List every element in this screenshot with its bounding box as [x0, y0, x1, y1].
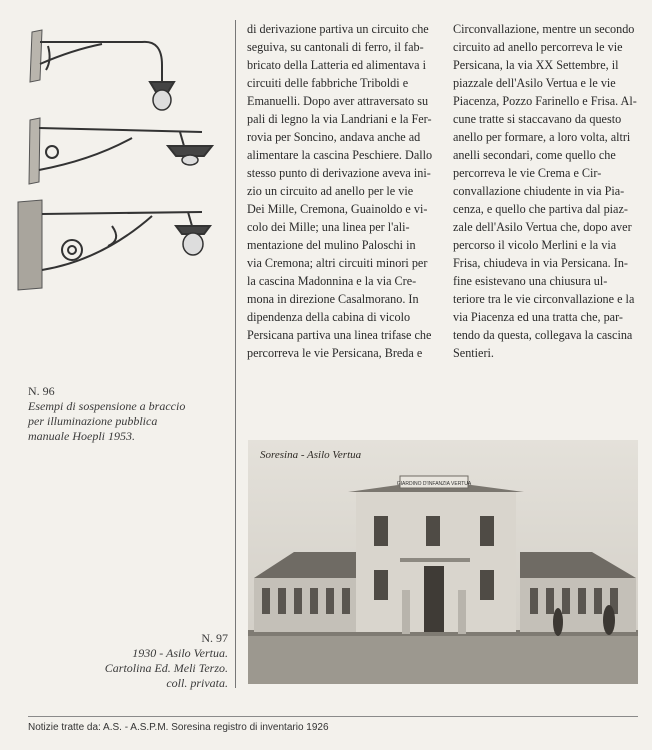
- body-text-middle-line: alimentare la cascina Peschiere. Dallo: [247, 148, 433, 162]
- figure-97-caption-line: coll. privata.: [166, 676, 228, 690]
- body-text-middle-line: la cascina Madonnina e la via Cre-: [247, 274, 417, 288]
- body-text-middle-line: Dei Mille, Cremona, Guainoldo e vi-: [247, 202, 428, 216]
- body-text-right-line: via Piacenza ed una tratta che, par-: [453, 310, 623, 324]
- body-text-right-line: Circonvallazione, mentre un secondo: [453, 22, 635, 36]
- body-text-right-line: anelli secondari, come quello che: [453, 148, 616, 162]
- figure-96-caption-line: per illuminazione pubblica: [28, 414, 158, 428]
- body-text-middle-line: Emanuelli. Dopo aver attraversato su: [247, 94, 429, 108]
- body-text-column-middle: [247, 20, 433, 362]
- column-divider: [235, 20, 236, 688]
- postcard-label: Soresina - Asilo Vertua: [260, 449, 362, 461]
- lamp-bracket-2: [29, 118, 212, 184]
- body-text-right-line: teriore tra le vie circonvallazione e la: [453, 292, 635, 306]
- figure-96-caption: [28, 384, 228, 444]
- lamp-bracket-1: [30, 30, 174, 110]
- body-text-right-line: piazzale dell'Asilo Vertua e le vie: [453, 76, 616, 90]
- body-text-middle-line: colo dei Mille; una linea per l'ali-: [247, 220, 410, 234]
- figure-96-caption-line: Esempi di sospensione a braccio: [28, 399, 186, 413]
- body-text-right-line: convallazione chiudente in via Pia-: [453, 184, 625, 198]
- footer-rule: [28, 716, 638, 717]
- body-text-right-line: Persicana, la via XX Settembre, il: [453, 58, 619, 72]
- body-text-right-line: anello per formare, a loro volta, altri: [453, 130, 631, 144]
- body-text-right-line: Frisa, chiudeva in via Persicana. In-: [453, 256, 628, 270]
- body-text-right-line: cune tratte si staccavano da questo: [453, 112, 622, 126]
- body-text-right-line: tendo da questa, collegava la cascina: [453, 328, 633, 342]
- body-text-middle-line: Persicana partiva una linea trifase che: [247, 328, 432, 342]
- body-text-right-line: fine esistevano una chiusura ul-: [453, 274, 608, 288]
- body-text-middle-line: seguiva, su cantonali di ferro, il fab-: [247, 40, 424, 54]
- body-text-middle-line: rovia per Soncino, andava anche ad: [247, 130, 421, 144]
- figure-96-caption-line: manuale Hoepli 1953.: [28, 429, 135, 443]
- body-text-middle-line: dipendenza della cabina di vicolo: [247, 310, 411, 324]
- figure-97-number: N. 97: [201, 631, 228, 645]
- body-text-middle-line: via Cremona; altri circuiti minori per: [247, 256, 428, 270]
- body-text-middle-line: pali di legno la via Landriani e la Fer-: [247, 112, 432, 126]
- figure-97-caption-line: 1930 - Asilo Vertua.: [132, 646, 228, 660]
- figure-96-lamp-illustrations: [12, 20, 232, 300]
- body-text-right-line: circuito ad anello percorreva le vie: [453, 40, 623, 54]
- building-sign-text: GIARDINO D'INFANZIA VERTUA: [396, 481, 472, 487]
- body-text-right-line: cenza, e quello che partiva dal piaz-: [453, 202, 628, 216]
- asilo-vertua-building-illustration: [248, 440, 638, 684]
- figure-97-photo-asilo-vertua: [248, 440, 638, 684]
- footer-source-note: Notizie tratte da: A.S. - A.S.P.M. Soresina registro di inventario 1926: [28, 722, 329, 733]
- figure-96-number: N. 96: [28, 384, 55, 398]
- body-text-right-line: percorso il vicolo Merlini e la via: [453, 238, 617, 252]
- body-text-middle-line: bricato della Latteria ed alimentava i: [247, 58, 426, 72]
- body-text-middle-line: zio un circuito ad anello per le vie: [247, 184, 414, 198]
- body-text-middle-line: di derivazione partiva un circuito che: [247, 22, 429, 36]
- body-text-middle-line: mona in direzione Casalmorano. In: [247, 292, 419, 306]
- figure-97-caption-line: Cartolina Ed. Meli Terzo.: [104, 661, 228, 675]
- body-text-middle-line: stesso punto di derivazione aveva ini-: [247, 166, 431, 180]
- body-text-right-line: Piacenza, Pozzo Farinello e Frisa. Al-: [453, 94, 637, 108]
- body-text-right-line: zale dell'Asilo Vertua che, dopo aver: [453, 220, 632, 234]
- body-text-column-right: [453, 20, 637, 362]
- lamp-bracket-3: [18, 200, 210, 290]
- body-text-right-line: percorreva le vie Crema e Cir-: [453, 166, 602, 180]
- body-text-middle-line: circuiti delle fabbriche Triboldi e: [247, 76, 409, 90]
- body-text-middle-line: mentazione del mulino Paloschi in: [247, 238, 416, 252]
- figure-97-caption: [80, 631, 228, 691]
- body-text-right-line: Sentieri.: [453, 346, 494, 360]
- body-text-middle-line: percorreva le vie Persicana, Breda e: [247, 346, 423, 360]
